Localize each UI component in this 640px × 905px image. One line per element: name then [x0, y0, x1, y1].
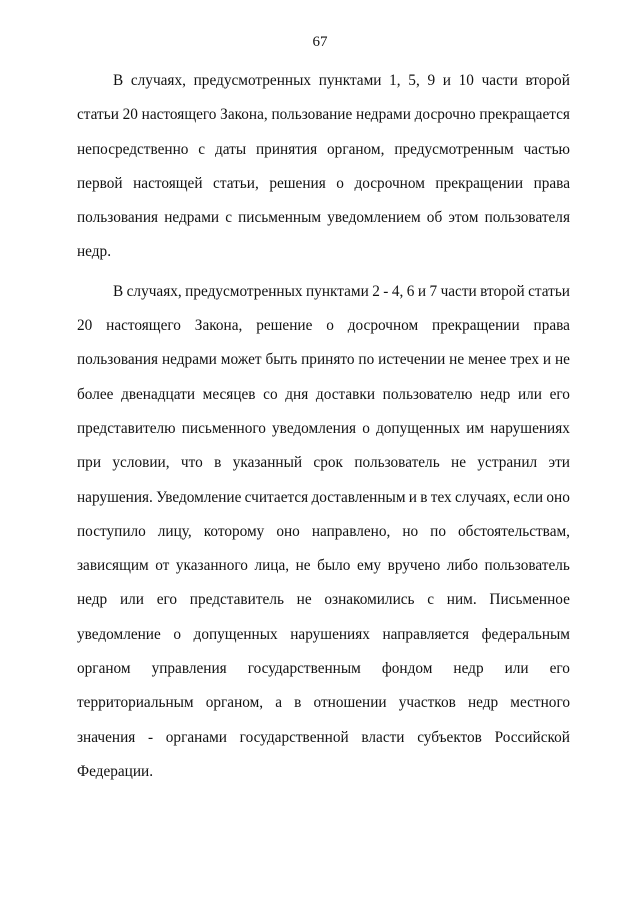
word: настоящего — [106, 317, 181, 335]
word: 4, — [391, 282, 404, 300]
word: направлено, — [311, 522, 391, 540]
word: недр. — [77, 243, 112, 261]
word: условии, — [112, 454, 170, 472]
word: ему — [356, 557, 382, 575]
word: считается — [244, 488, 309, 506]
word: прекращении — [432, 317, 520, 335]
word: даты — [214, 140, 247, 158]
word: 1, — [389, 72, 401, 89]
word: было — [317, 557, 351, 575]
word: в — [420, 488, 428, 506]
text-line — [77, 275, 570, 309]
word: и — [442, 72, 451, 89]
word: доставленным — [311, 488, 406, 506]
word: принятия — [255, 140, 318, 158]
word: предусмотренных — [185, 282, 303, 300]
word: в — [294, 694, 302, 712]
word: уведомлением — [327, 209, 421, 227]
word: государственным — [247, 660, 361, 678]
word: Закона, — [220, 106, 268, 124]
word: с — [427, 591, 435, 609]
word: случаях, — [454, 488, 511, 506]
word: второй — [525, 72, 570, 89]
word: менее — [468, 351, 507, 369]
word: его — [549, 660, 570, 678]
word: письменного — [181, 419, 266, 437]
word: второй — [480, 282, 525, 300]
word: или — [504, 660, 529, 678]
text-line — [77, 549, 570, 583]
word: пользователь — [354, 454, 440, 472]
word: управления — [151, 660, 227, 678]
text-line — [77, 618, 570, 652]
text-line — [77, 481, 570, 515]
text-line — [77, 167, 570, 201]
body-text — [77, 64, 570, 789]
word: им — [466, 419, 485, 437]
word: прекращается — [479, 106, 570, 124]
word: устранил — [477, 454, 538, 472]
word: этом — [448, 209, 479, 227]
word: тех — [430, 488, 452, 506]
word: истечении — [378, 351, 446, 369]
word: случаях, — [126, 282, 182, 300]
text-line — [77, 652, 570, 686]
word: в — [214, 454, 222, 472]
word: Федерации. — [77, 762, 154, 780]
word: со — [263, 385, 278, 403]
word: части — [440, 282, 477, 300]
word: органом — [77, 660, 131, 678]
word: может — [220, 351, 262, 369]
word: не — [449, 351, 465, 369]
word: 7 — [429, 282, 438, 300]
word: о — [336, 174, 344, 192]
word: быть — [265, 351, 298, 369]
word: участков — [398, 694, 456, 712]
word: 20 — [122, 106, 138, 124]
word: недр — [467, 694, 499, 712]
word: доставки — [315, 385, 376, 403]
word: его — [156, 591, 178, 609]
word: или — [517, 385, 542, 403]
text-line — [77, 721, 570, 755]
word: настоящей — [133, 174, 203, 192]
word: пользователю — [382, 385, 473, 403]
word: 10 — [458, 72, 474, 89]
word: В — [113, 72, 124, 89]
text-line — [77, 446, 570, 480]
word: статьи — [528, 282, 570, 300]
word: вручено — [387, 557, 441, 575]
word: что — [180, 454, 203, 472]
word: отношении — [313, 694, 387, 712]
word: если — [513, 488, 544, 506]
text-line — [77, 201, 570, 235]
word: 2 — [372, 282, 380, 300]
word: зависящим — [77, 557, 149, 575]
word: статьи, — [213, 174, 259, 192]
word: пользования — [77, 209, 159, 227]
text-line — [77, 583, 570, 617]
word: о — [362, 419, 370, 437]
text-line — [77, 378, 570, 412]
word: ознакомились — [324, 591, 415, 609]
word: пользование — [271, 106, 353, 124]
word: статьи — [77, 106, 119, 124]
text-line — [77, 343, 570, 377]
word: частью — [523, 140, 570, 158]
text-line — [77, 64, 570, 98]
word: нарушения. — [77, 488, 153, 506]
word: случаях, — [130, 72, 186, 89]
word: указанный — [232, 454, 303, 472]
word: местного — [510, 694, 570, 712]
word: 20 — [77, 317, 93, 335]
word: прекращении — [435, 174, 524, 192]
word: права — [533, 174, 570, 192]
word: части — [481, 72, 518, 89]
word: 9 — [427, 72, 436, 89]
word: и — [408, 488, 417, 506]
word: пользователя — [484, 209, 570, 227]
word: недр — [77, 591, 108, 609]
word: федеральным — [481, 625, 570, 643]
word: предусмотренных — [193, 72, 312, 89]
word: пользователь — [484, 557, 570, 575]
text-line — [77, 755, 570, 789]
word: не — [295, 557, 311, 575]
word: допущенных — [375, 419, 461, 437]
word: власти — [361, 728, 405, 746]
paragraph — [77, 275, 570, 789]
word: лица, — [254, 557, 290, 575]
word: не — [554, 351, 570, 369]
word: 6 — [406, 282, 415, 300]
word: а — [275, 694, 283, 712]
word: настоящего — [141, 106, 217, 124]
text-line — [77, 412, 570, 446]
word: обстоятельствам, — [458, 522, 570, 540]
word: поступило — [77, 522, 146, 540]
word: недр — [453, 660, 484, 678]
word: трех — [510, 351, 539, 369]
word: Закона, — [194, 317, 243, 335]
word: - — [383, 282, 389, 300]
word: досрочном — [354, 174, 425, 192]
word: и — [542, 351, 552, 369]
word: эти — [548, 454, 570, 472]
word: которому — [203, 522, 265, 540]
word: двенадцати — [121, 385, 196, 403]
word: государственной — [239, 728, 349, 746]
word: Российской — [494, 728, 570, 746]
word: но — [402, 522, 419, 540]
word: о — [326, 317, 334, 335]
word: допущенных — [193, 625, 278, 643]
word: Письменное — [489, 591, 570, 609]
word: субъектов — [417, 728, 482, 746]
word: представитель — [189, 591, 284, 609]
word: непосредственно — [77, 140, 189, 158]
word: принято — [301, 351, 355, 369]
word: недрами — [164, 209, 220, 227]
word: органом, — [205, 694, 264, 712]
word: месяцев — [202, 385, 256, 403]
word: В — [113, 282, 124, 300]
word: недр — [480, 385, 511, 403]
word: нарушениях — [290, 625, 370, 643]
word: уведомление — [77, 625, 161, 643]
word: недрами — [356, 106, 411, 124]
word: лицу, — [157, 522, 192, 540]
word: и — [417, 282, 427, 300]
word: органами — [165, 728, 227, 746]
word: права — [533, 317, 570, 335]
word: пунктами — [318, 72, 382, 89]
word: досрочно — [414, 106, 476, 124]
word: Уведомление — [156, 488, 242, 506]
word: по — [358, 351, 375, 369]
word: решения — [269, 174, 326, 192]
word: фондом — [381, 660, 433, 678]
word: территориальным — [77, 694, 194, 712]
word: предусмотренным — [394, 140, 514, 158]
word: не — [296, 591, 312, 609]
word: уведомления — [272, 419, 357, 437]
word: представителю — [77, 419, 176, 437]
page-number: 67 — [312, 34, 328, 50]
text-line — [77, 98, 570, 132]
word: - — [147, 728, 154, 746]
text-line — [77, 235, 570, 269]
word: нарушениях — [490, 419, 570, 437]
text-line — [77, 686, 570, 720]
word: не — [451, 454, 467, 472]
word: с — [225, 209, 232, 227]
word: его — [549, 385, 570, 403]
text-line — [77, 515, 570, 549]
text-line — [77, 133, 570, 167]
word: дня — [285, 385, 309, 403]
word: об — [426, 209, 443, 227]
word: оно — [546, 488, 570, 506]
word: пунктами — [305, 282, 369, 300]
word: или — [119, 591, 144, 609]
word: более — [77, 385, 114, 403]
word: 5, — [408, 72, 420, 89]
word: указанного — [175, 557, 248, 575]
word: пользования — [77, 351, 159, 369]
word: органом, — [327, 140, 385, 158]
word: срок — [313, 454, 343, 472]
word: значения — [77, 728, 136, 746]
word: либо — [446, 557, 479, 575]
word: оно — [276, 522, 300, 540]
word: ним. — [446, 591, 477, 609]
word: направляется — [382, 625, 470, 643]
word: по — [430, 522, 447, 540]
word: при — [77, 454, 102, 472]
word: от — [155, 557, 170, 575]
word: недрами — [161, 351, 217, 369]
word: решение — [256, 317, 313, 335]
word: досрочном — [347, 317, 419, 335]
word: первой — [77, 174, 123, 192]
paragraph — [77, 64, 570, 270]
word: с — [198, 140, 206, 158]
word: о — [173, 625, 181, 643]
text-line — [77, 309, 570, 343]
word: письменным — [238, 209, 322, 227]
